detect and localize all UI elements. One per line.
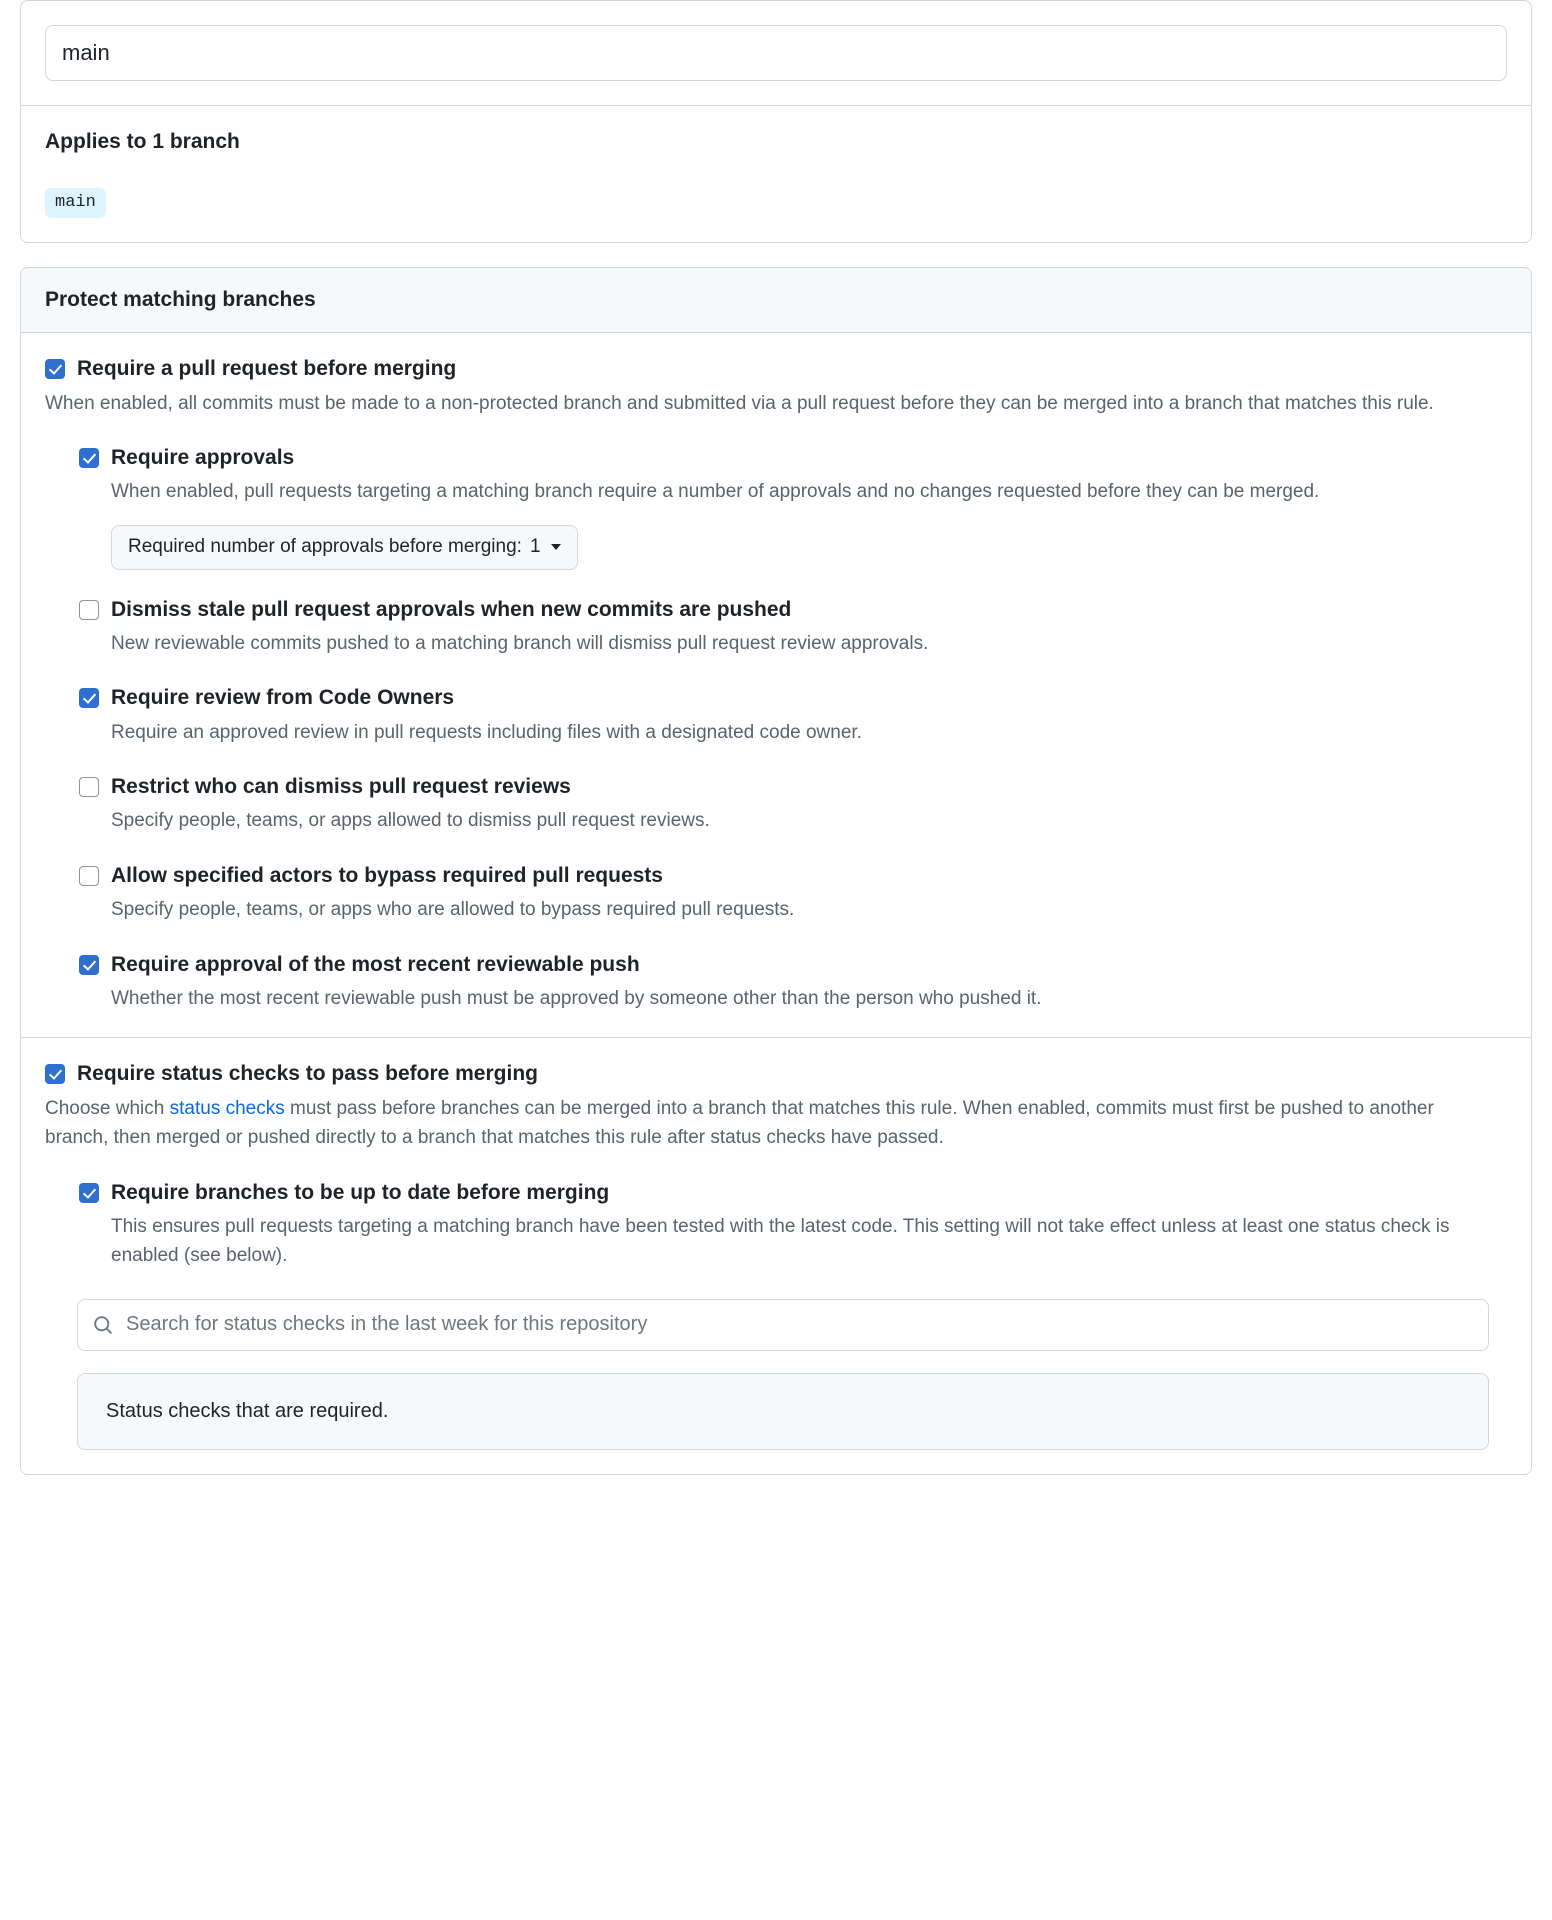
require-code-owners-checkbox[interactable] bbox=[79, 688, 99, 708]
dismiss-stale-approvals-block bbox=[79, 596, 1507, 659]
restrict-dismiss-reviews-label[interactable]: Restrict who can dismiss pull request reviews bbox=[111, 775, 571, 799]
require-approvals-label[interactable]: Require approvals bbox=[111, 446, 295, 470]
branch-pattern-section bbox=[21, 1, 1531, 105]
restrict-dismiss-reviews-description: Specify people, teams, or apps allowed to dismiss pull request reviews. bbox=[111, 810, 710, 832]
dismiss-stale-approvals-description: New reviewable commits pushed to a matching branch will dismiss pull request review approvals. bbox=[111, 632, 929, 654]
restrict-dismiss-reviews-checkbox[interactable] bbox=[79, 777, 99, 797]
allow-bypass-row[interactable] bbox=[79, 862, 1507, 889]
require-approvals-row[interactable] bbox=[79, 444, 1507, 471]
allow-bypass-description: Specify people, teams, or apps who are allowed to bypass required pull requests. bbox=[111, 899, 795, 921]
require-status-checks-section bbox=[21, 1037, 1531, 1473]
branch-pattern-card bbox=[20, 0, 1532, 243]
required-status-checks-text: Status checks that are required. bbox=[106, 1399, 389, 1422]
require-recent-push-approval-row[interactable] bbox=[79, 951, 1507, 978]
require-code-owners-label[interactable]: Require review from Code Owners bbox=[111, 686, 455, 710]
dismiss-stale-approvals-checkbox[interactable] bbox=[79, 600, 99, 620]
require-code-owners-row[interactable] bbox=[79, 684, 1507, 711]
require-up-to-date-row[interactable] bbox=[79, 1179, 1507, 1206]
allow-bypass-checkbox[interactable] bbox=[79, 866, 99, 886]
require-up-to-date-block bbox=[79, 1179, 1507, 1271]
require-pull-request-checkbox[interactable] bbox=[45, 359, 65, 379]
required-approvals-select[interactable] bbox=[111, 525, 578, 570]
status-checks-link[interactable]: status checks bbox=[169, 1097, 285, 1119]
allow-bypass-block bbox=[79, 862, 1507, 925]
branch-chip: main bbox=[45, 188, 106, 218]
allow-bypass-label[interactable]: Allow specified actors to bypass required pull requests bbox=[111, 863, 663, 887]
chevron-down-icon bbox=[551, 544, 561, 550]
require-status-checks-row[interactable] bbox=[45, 1060, 1507, 1087]
require-code-owners-block bbox=[79, 684, 1507, 747]
branch-name-pattern-input[interactable] bbox=[45, 25, 1507, 81]
require-pull-request-section bbox=[21, 333, 1531, 1037]
required-approvals-select-label: Required number of approvals before merging: bbox=[128, 535, 522, 557]
protect-matching-branches-header: Protect matching branches bbox=[21, 268, 1531, 333]
dismiss-stale-approvals-row[interactable] bbox=[79, 596, 1507, 623]
require-pull-request-description: When enabled, all commits must be made to a non-protected branch and submitted via a pull request before they can be merged into a branch that matches this rule. bbox=[45, 392, 1434, 414]
require-recent-push-approval-description: Whether the most recent reviewable push must be approved by someone other than the person who pushed it. bbox=[111, 987, 1042, 1009]
require-recent-push-approval-block bbox=[79, 951, 1507, 1014]
restrict-dismiss-reviews-row[interactable] bbox=[79, 773, 1507, 800]
required-status-checks-panel bbox=[77, 1373, 1489, 1450]
applies-to-section bbox=[21, 105, 1531, 242]
status-checks-desc-part2: must pass before branches can be merged into a branch that matches this rule. When enabled, commits must first be pushed to another branch, then merged or pushed directly to a branch that matches this rule after status checks have passed. bbox=[45, 1097, 1434, 1149]
require-approvals-description: When enabled, pull requests targeting a matching branch require a number of approvals and no changes requested before they can be merged. bbox=[111, 481, 1320, 503]
require-up-to-date-label[interactable]: Require branches to be up to date before merging bbox=[111, 1180, 610, 1204]
status-checks-search-wrap bbox=[77, 1299, 1507, 1351]
applies-to-title: Applies to 1 branch bbox=[45, 130, 240, 153]
require-pull-request-label[interactable]: Require a pull request before merging bbox=[77, 357, 457, 381]
required-approvals-select-value: 1 bbox=[529, 535, 541, 557]
require-status-checks-label[interactable]: Require status checks to pass before merging bbox=[77, 1062, 538, 1086]
dismiss-stale-approvals-label[interactable]: Dismiss stale pull request approvals when new commits are pushed bbox=[111, 597, 792, 621]
branch-protection-settings bbox=[20, 0, 1532, 1475]
require-up-to-date-description: This ensures pull requests targeting a matching branch have been tested with the latest code. This setting will not take effect unless at least one status check is enabled (see below). bbox=[111, 1215, 1450, 1267]
status-checks-desc-part1: Choose which bbox=[45, 1097, 170, 1119]
require-status-checks-checkbox[interactable] bbox=[45, 1064, 65, 1084]
require-approvals-block bbox=[79, 444, 1507, 570]
protect-matching-branches-card bbox=[20, 267, 1532, 1474]
require-recent-push-approval-checkbox[interactable] bbox=[79, 955, 99, 975]
require-recent-push-approval-label[interactable]: Require approval of the most recent reviewable push bbox=[111, 952, 640, 976]
status-checks-search-input[interactable] bbox=[77, 1299, 1489, 1351]
require-pull-request-row[interactable] bbox=[45, 355, 1507, 382]
require-up-to-date-checkbox[interactable] bbox=[79, 1183, 99, 1203]
restrict-dismiss-reviews-block bbox=[79, 773, 1507, 836]
require-code-owners-description: Require an approved review in pull requests including files with a designated code owner. bbox=[111, 721, 862, 743]
require-status-checks-description bbox=[45, 1094, 1445, 1153]
require-approvals-checkbox[interactable] bbox=[79, 448, 99, 468]
